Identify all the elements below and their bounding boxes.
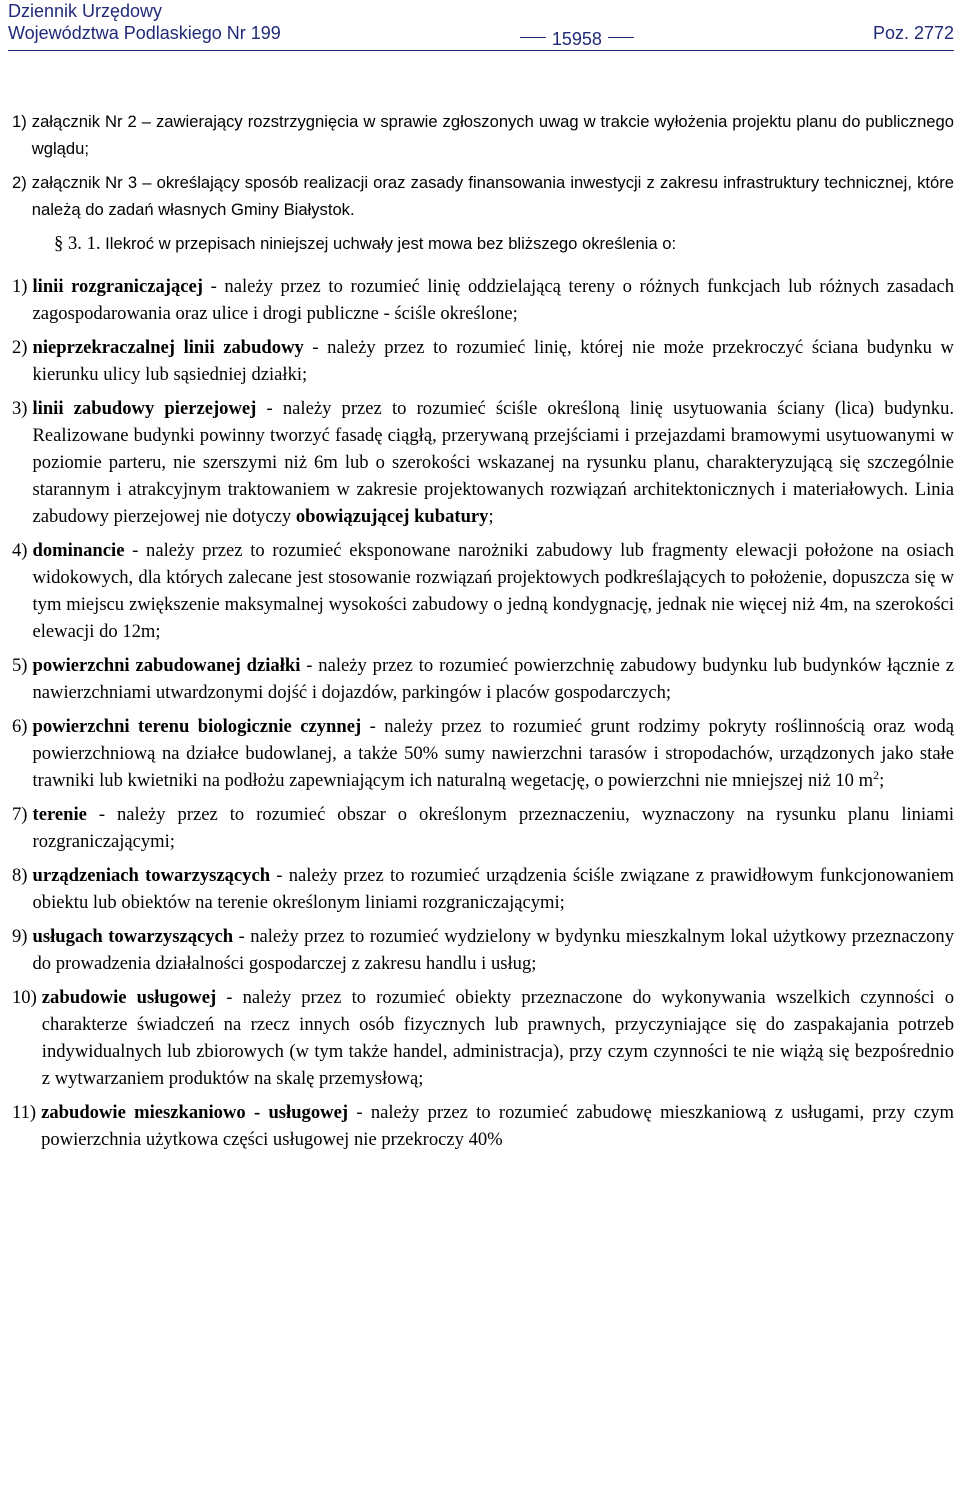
- definition-number: 10): [12, 987, 37, 1008]
- definition-body: - należy przez to rozumieć grunt rodzimy pokryty roślinnością oraz wodą powierzchniową na działce budowlanej, a także 50% sumy nawierzchni tarasów i stropodachów, urządzonych jako stałe trawniki lub kwietniki na podłożu zapewniającym ich naturalną wegetację, o powierzchni nie mniejszej niż 10 m: [32, 716, 954, 791]
- definition-number: 6): [12, 716, 28, 737]
- definition-text: [33, 713, 955, 794]
- definition-item: [12, 713, 954, 794]
- definition-text: [33, 923, 955, 977]
- definition-number: 1): [12, 276, 28, 297]
- definition-term-secondary: obowiązującej kubatury: [295, 506, 489, 527]
- page-number: 15958: [551, 28, 602, 49]
- section-subnumber: 1.: [86, 233, 101, 254]
- definition-body: - należy przez to rozumieć obiekty przeznaczone do wykonywania wszelkich czynności o charakterze świadczeń na rzecz innych osób fizycznych lub prawnych, przyczyniające się do zaspakajania potrzeb indywidualnych lub zbiorowych (w tym także handel, administracja), przy czym czynności te nie wiążą się bezpośrednio z wytwarzaniem produktów na skalę przemysłową;: [41, 987, 954, 1089]
- definition-body: - należy przez to rozumieć urządzenia ściśle związane z prawidłowym funkcjonowaniem obiektu lub obiektów na terenie określonym liniami rozgraniczającymi;: [32, 865, 954, 913]
- intro-item-text: załącznik Nr 2 – zawierający rozstrzygnięcia w sprawie zgłoszonych uwag w trakcie wyłożenia projektu planu do publicznego wglądu;: [31, 112, 954, 158]
- journal-volume: Województwa Podlaskiego Nr 199: [8, 23, 281, 43]
- definition-body: - należy przez to rozumieć wydzielony w bydynku mieszkalnym lokal użytkowy przeznaczony do prowadzenia działalności gospodarczej z zakresu handlu i usług;: [32, 926, 954, 974]
- definition-body: - należy przez to rozumieć obszar o określonym przeznaczeniu, wyznaczony na rysunku planu liniami rozgraniczającymi;: [32, 804, 954, 852]
- definition-item: [12, 652, 954, 706]
- section-heading: [12, 230, 954, 257]
- intro-item: [12, 108, 954, 162]
- definition-number: 5): [12, 655, 28, 676]
- header-row: [8, 22, 954, 50]
- definition-text: [33, 334, 955, 388]
- intro-item-text: załącznik Nr 3 – określający sposób realizacji oraz zasady finansowania inwestycji z zakresu infrastruktury technicznej, które należą do zadań własnych Gminy Białystok.: [31, 173, 954, 219]
- page-number-block: [514, 28, 640, 50]
- definition-number: 8): [12, 865, 28, 886]
- definition-term: zabudowie usługowej: [41, 987, 217, 1008]
- definition-number: 9): [12, 926, 28, 947]
- definition-text: [33, 862, 955, 916]
- definition-term: powierzchni terenu biologicznie czynnej: [32, 716, 362, 737]
- definition-text: [33, 801, 955, 855]
- definition-term: usługach towarzyszących: [32, 926, 234, 947]
- intro-item: [12, 169, 954, 223]
- header-rule: [8, 50, 954, 51]
- definition-number: 4): [12, 540, 28, 561]
- intro-item-number: 1): [12, 112, 27, 131]
- definition-item: [12, 537, 954, 645]
- definition-item: [12, 923, 954, 977]
- definition-item: [12, 862, 954, 916]
- definition-item: [12, 801, 954, 855]
- definition-text: [33, 537, 955, 645]
- definition-body: - należy przez to rozumieć eksponowane narożniki zabudowy lub fragmenty elewacji położone na osiach widokowych, dla których zalecane jest stosowanie rozwiązań projektowych podkreślających to położenie, dopuszcza się w tym miejscu zwiększenie maksymalnej wysokości zabudowy o jedną kondygnację, jednak nie więcej niż 4m, na szerokości elewacji do 12m;: [32, 540, 954, 642]
- definition-text: [33, 273, 955, 327]
- definition-term: nieprzekraczalnej linii zabudowy: [32, 337, 304, 358]
- definition-tail: ;: [488, 506, 494, 527]
- definition-body: - należy przez to rozumieć zabudowę mieszkaniową z usługami, przy czym powierzchnia użytkowa części usługowej nie przekroczy 40%: [41, 1102, 955, 1150]
- definition-tail: ;: [879, 770, 885, 791]
- journal-title: Dziennik Urzędowy: [8, 1, 163, 21]
- definition-text: [33, 395, 955, 530]
- definition-item: [12, 1099, 954, 1153]
- page-header: [8, 0, 954, 50]
- dash-right: [608, 37, 634, 38]
- definition-body: - należy przez to rozumieć linię oddzielającą tereny o różnych funkcjach lub różnych zasadach zagospodarowania oraz ulice i drogi publiczne - ściśle określone;: [32, 276, 954, 324]
- definition-body: - należy przez to rozumieć linię, której nie może przekroczyć ściana budynku w kierunku ulicy lub sąsiedniej działki;: [32, 337, 954, 385]
- intro-item-number: 2): [12, 173, 27, 192]
- definition-item: [12, 395, 954, 530]
- definition-number: 2): [12, 337, 28, 358]
- definition-number: 3): [12, 398, 28, 419]
- definition-text: [42, 984, 954, 1092]
- definition-number: 7): [12, 804, 28, 825]
- definition-item: [12, 334, 954, 388]
- definition-term: linii rozgraniczającej: [32, 276, 203, 297]
- definition-text: [41, 1099, 954, 1153]
- section-number: 3.: [67, 233, 82, 254]
- section-mark: §: [54, 233, 64, 254]
- definition-body: - należy przez to rozumieć ściśle określoną linię usytuowania ściany (lica) budynku. Realizowane budynki powinny tworzyć fasadę ciągłą, przerywaną przejściami i przejazdami bramowymi usytuowanymi w poziomie parteru, nie szerszymi niż 6m lub o szerokości wskazanej na rysunku planu, charakteryzującą się szczególnie starannym i atrakcyjnym traktowaniem w zakresie projektowanych rozwiązań architektonicznych i materiałowych. Linia zabudowy pierzejowej nie dotyczy: [32, 398, 955, 527]
- definition-number: 11): [12, 1102, 37, 1123]
- dash-left: [520, 37, 546, 38]
- definition-term: linii zabudowy pierzejowej: [32, 398, 257, 419]
- document-body: [12, 108, 954, 1160]
- definition-body: - należy przez to rozumieć powierzchnię zabudowy budynku lub budynków łącznie z nawierzchniami utwardzonymi dojść i dojazdów, parkingów i placów gospodarczych;: [32, 655, 954, 703]
- definition-text: [33, 652, 955, 706]
- position-number: Poz. 2772: [872, 23, 954, 43]
- definition-term: urządzeniach towarzyszących: [32, 865, 271, 886]
- superscript-two: 2: [873, 767, 880, 782]
- definition-term: powierzchni zabudowanej działki: [32, 655, 301, 676]
- section-text: Ilekroć w przepisach niniejszej uchwały jest mowa bez bliższego określenia o:: [105, 234, 677, 253]
- definition-item: [12, 273, 954, 327]
- definition-term: terenie: [32, 804, 87, 825]
- definition-item: [12, 984, 954, 1092]
- definition-term: zabudowie mieszkaniowo - usługowej: [41, 1102, 349, 1123]
- definition-term: dominancie: [32, 540, 125, 561]
